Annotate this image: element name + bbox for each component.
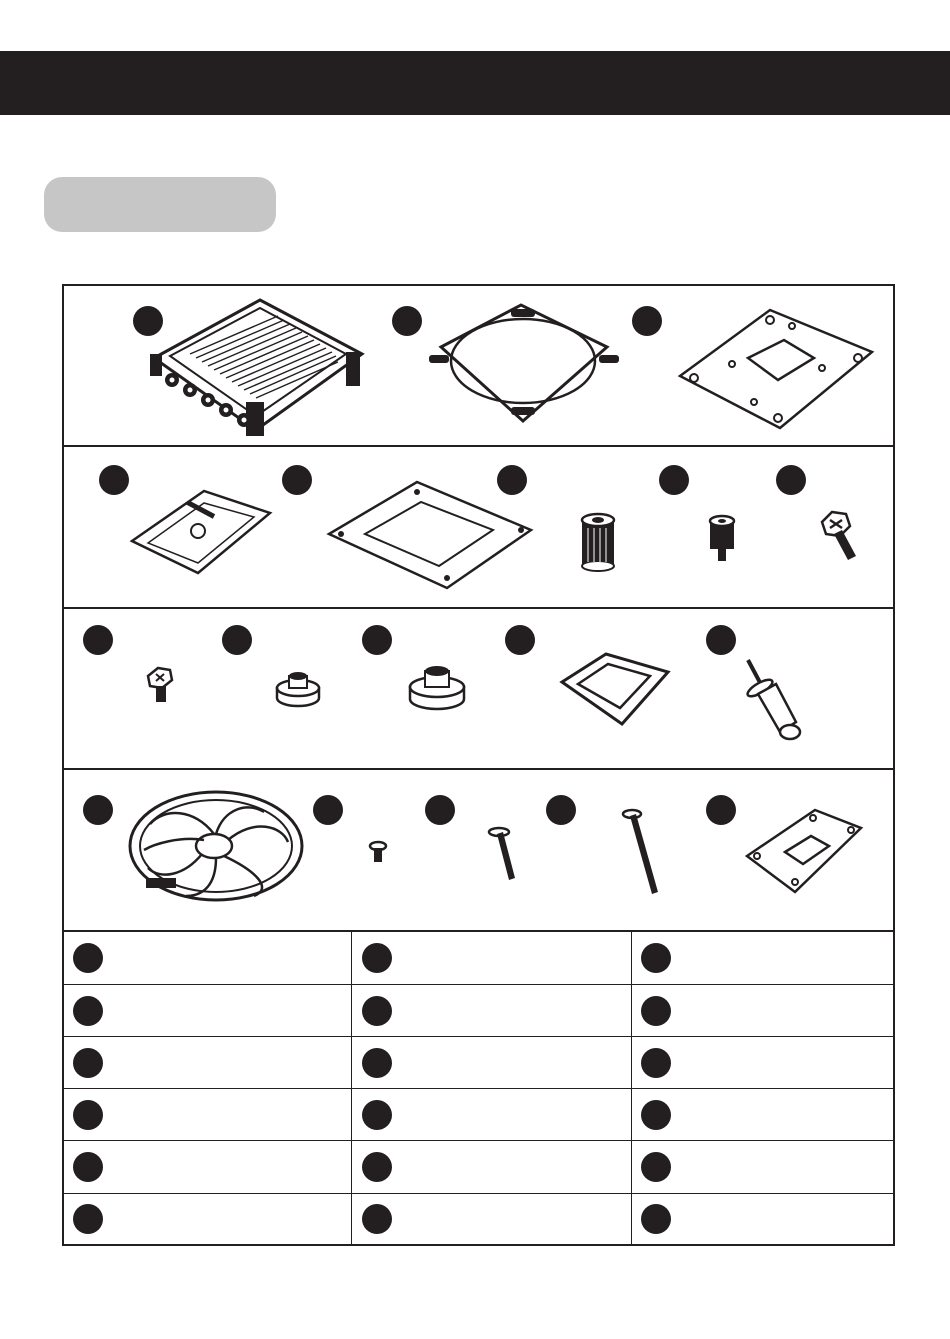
table-row-divider (64, 1140, 893, 1141)
legend-badge (362, 996, 392, 1026)
small-hex-screw-icon (146, 666, 176, 706)
part-badge (99, 465, 129, 495)
part-badge (546, 795, 576, 825)
part-badge (83, 795, 113, 825)
legend-badge (73, 943, 103, 973)
section-label-pill (44, 177, 276, 232)
part-badge (706, 625, 736, 655)
legend-badge (641, 1204, 671, 1234)
thumb-screw-icon (708, 515, 736, 563)
mounting-bracket-icon (423, 303, 623, 423)
part-badge (222, 625, 252, 655)
legend-badge (73, 996, 103, 1026)
part-badge (392, 306, 422, 336)
table-row-divider (64, 984, 893, 985)
small-spacer-icon (275, 670, 321, 708)
part-badge (282, 465, 312, 495)
part-badge (362, 625, 392, 655)
legend-badge (73, 1204, 103, 1234)
thermal-paste-syringe-icon (740, 656, 806, 744)
legend-badge (362, 1152, 392, 1182)
table-row-divider (64, 1088, 893, 1089)
row-divider (62, 768, 895, 770)
heatsink-icon (150, 292, 370, 438)
legend-badge (362, 1100, 392, 1130)
table-column-divider (631, 932, 632, 1244)
hex-screw-icon (818, 510, 858, 564)
table-row-divider (64, 1036, 893, 1037)
legend-badge (73, 1152, 103, 1182)
part-badge (706, 795, 736, 825)
header-bar (0, 51, 950, 115)
row-divider (62, 930, 895, 932)
retention-frame-icon (556, 650, 672, 728)
amd-bracket-icon (128, 485, 274, 579)
large-spacer-icon (408, 663, 466, 711)
legend-badge (641, 1152, 671, 1182)
legend-badge (641, 1048, 671, 1078)
legend-badge (641, 1100, 671, 1130)
table-row-divider (64, 1193, 893, 1194)
long-screw-icon (622, 808, 662, 896)
part-badge (313, 795, 343, 825)
legend-badge (362, 943, 392, 973)
part-badge (83, 625, 113, 655)
part-badge (632, 306, 662, 336)
legend-badge (73, 1048, 103, 1078)
fan-icon (124, 788, 306, 912)
row-divider (62, 607, 895, 609)
legend-badge (362, 1204, 392, 1234)
legend-badge (362, 1048, 392, 1078)
row-divider (62, 445, 895, 447)
intel-bracket-icon (325, 480, 535, 592)
part-badge (425, 795, 455, 825)
part-badge (659, 465, 689, 495)
table-column-divider (351, 932, 352, 1244)
legend-badge (641, 943, 671, 973)
medium-screw-icon (487, 826, 517, 882)
legend-badge (73, 1100, 103, 1130)
part-badge (776, 465, 806, 495)
backplate-icon (672, 306, 878, 432)
small-backplate-icon (743, 808, 865, 894)
short-screw-icon (368, 840, 388, 866)
part-badge (505, 625, 535, 655)
standoff-nut-icon (580, 512, 616, 570)
legend-badge (641, 996, 671, 1026)
